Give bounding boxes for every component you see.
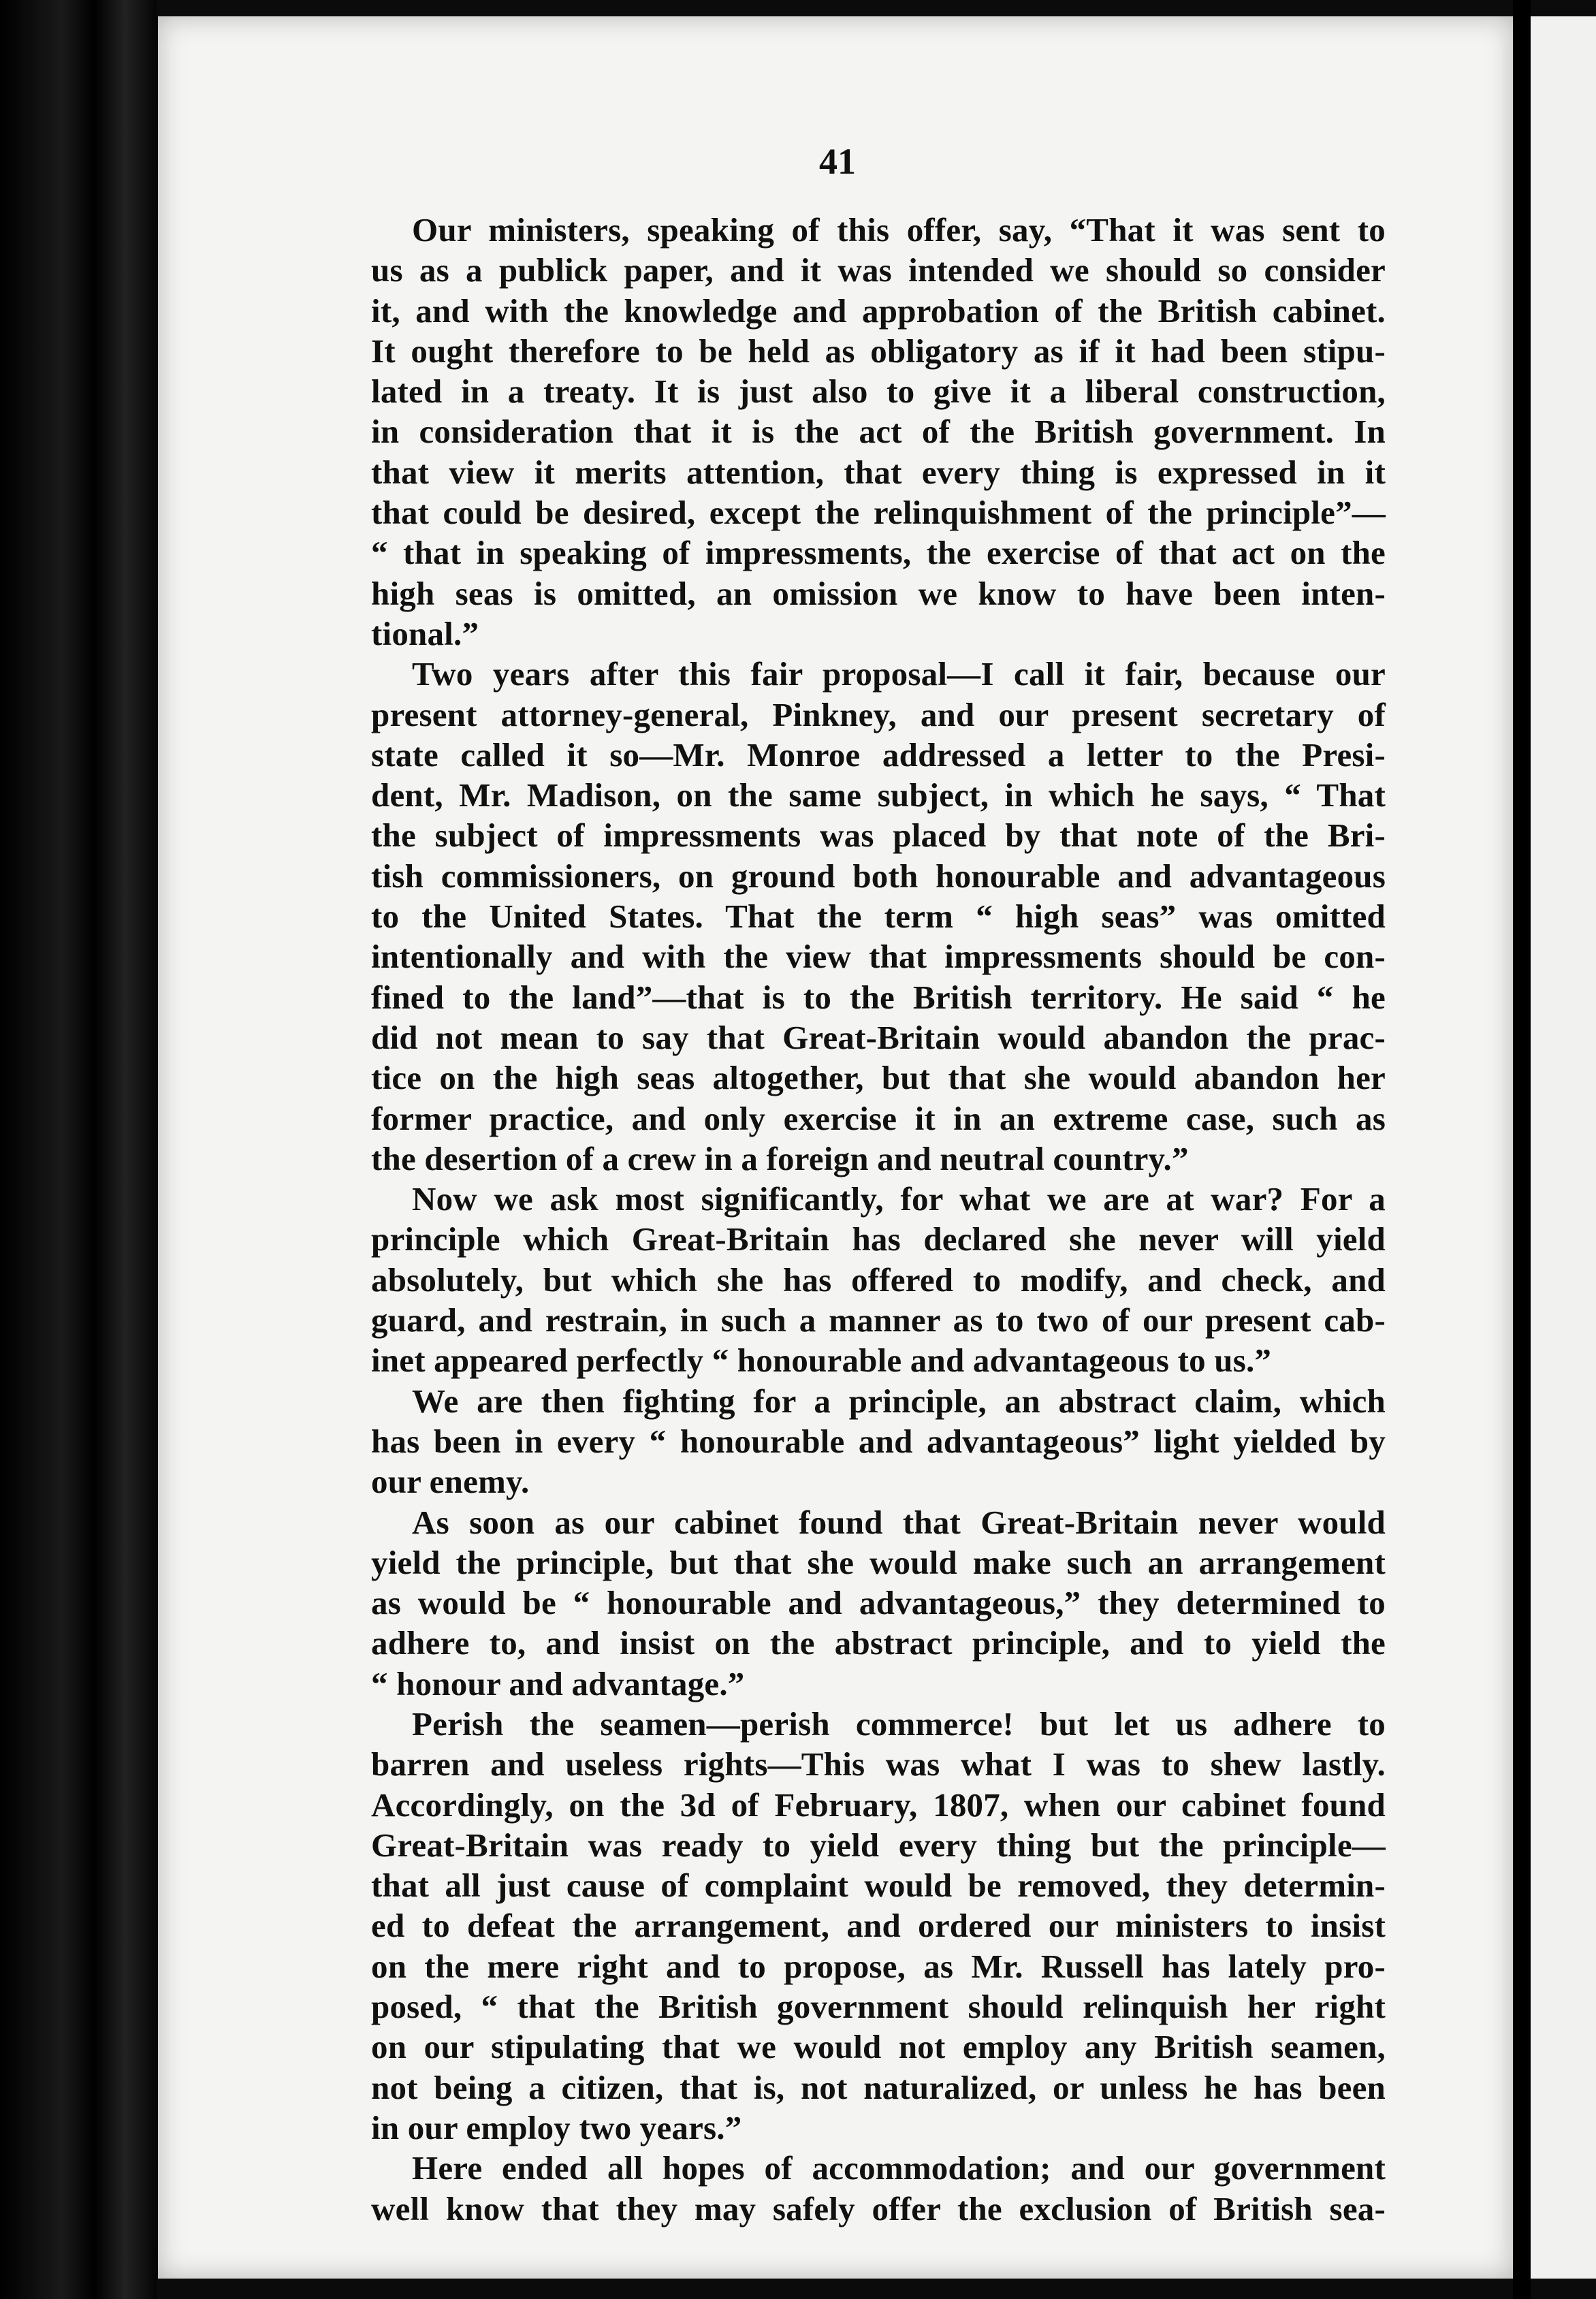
text-line: Here ended all hopes of accommodation; and our government xyxy=(412,2149,1386,2187)
next-page-edge xyxy=(1531,16,1596,2279)
text-line: As soon as our cabinet found that Great-Britain never would xyxy=(412,1503,1386,1541)
text-line: has been in every “ honourable and advantageous” light yielded by xyxy=(371,1422,1386,1460)
text-line: well know that they may safely offer the exclusion of British sea- xyxy=(371,2189,1386,2227)
text-line: yield the principle, but that she would make such an arrangement xyxy=(371,1543,1386,1581)
text-line: former practice, and only exercise it in an extreme case, such as xyxy=(371,1099,1386,1137)
text-line: to the United States. That the term “ high seas” was omitted xyxy=(371,898,1386,936)
text-line: Accordingly, on the 3d of February, 1807, when our cabinet found xyxy=(371,1786,1386,1824)
text-line: us as a publick paper, and it was intended we should so consider xyxy=(371,251,1386,289)
text-line: that could be desired, except the relinquishment of the principle”— xyxy=(371,494,1386,532)
text-line: ed to defeat the arrangement, and ordered our ministers to insist xyxy=(371,1907,1386,1945)
text-line: in consideration that it is the act of the British government. In xyxy=(371,413,1386,451)
text-line: on the mere right and to propose, as Mr. Russell has lately pro- xyxy=(371,1947,1386,1985)
text-line: lated in a treaty. It is just also to give it a liberal construction, xyxy=(371,372,1386,411)
text-line: absolutely, but which she has offered to modify, and check, and xyxy=(371,1261,1386,1299)
text-line: posed, “ that the British government should relinquish her right xyxy=(371,1988,1386,2026)
text-line: guard, and restrain, in such a manner as to two of our present cab- xyxy=(371,1301,1386,1339)
text-line: We are then fighting for a principle, an abstract claim, which xyxy=(412,1382,1386,1420)
body-text xyxy=(371,210,1386,2229)
text-line: tional.” xyxy=(371,614,479,652)
text-line: that view it merits attention, that every thing is expressed in it xyxy=(371,453,1386,491)
text-line: barren and useless rights—This was what I was to shew lastly. xyxy=(371,1745,1386,1783)
text-line: state called it so—Mr. Monroe addressed a letter to the Presi- xyxy=(371,735,1386,774)
text-line: intentionally and with the view that impressments should be con- xyxy=(371,938,1386,976)
text-line: tish commissioners, on ground both honourable and advantageous xyxy=(371,857,1386,895)
text-line: Now we ask most significantly, for what we are at war? For a xyxy=(412,1180,1386,1218)
text-line: adhere to, and insist on the abstract principle, and to yield the xyxy=(371,1624,1386,1662)
text-line: in our employ two years.” xyxy=(371,2108,742,2146)
text-line: dent, Mr. Madison, on the same subject, in which he says, “ That xyxy=(371,776,1386,814)
text-line: Two years after this fair proposal—I call it fair, because our xyxy=(412,655,1386,693)
text-line: Perish the seamen—perish commerce! but let us adhere to xyxy=(412,1705,1386,1743)
text-line: the subject of impressments was placed by that note of the Bri- xyxy=(371,816,1386,855)
text-line: tice on the high seas altogether, but that she would abandon her xyxy=(371,1059,1386,1097)
text-line: on our stipulating that we would not employ any British seamen, xyxy=(371,2028,1386,2066)
book-binding-edge xyxy=(0,0,157,2299)
text-line: present attorney-general, Pinkney, and our present secretary of xyxy=(371,695,1386,733)
text-line: “ that in speaking of impressments, the exercise of that act on the xyxy=(371,534,1386,572)
text-line: Great-Britain was ready to yield every thing but the principle— xyxy=(371,1826,1386,1864)
text-line: that all just cause of complaint would be removed, they determin- xyxy=(371,1867,1386,1905)
text-line: principle which Great-Britain has declared she never will yield xyxy=(371,1220,1386,1258)
text-line: “ honour and advantage.” xyxy=(371,1664,745,1702)
text-line: fined to the land”—that is to the British territory. He said “ he xyxy=(371,978,1386,1016)
text-line: as would be “ honourable and advantageous,” they determined to xyxy=(371,1584,1386,1622)
text-line: our enemy. xyxy=(371,1463,530,1501)
text-line: It ought therefore to be held as obligatory as if it had been stipu- xyxy=(371,332,1386,370)
text-line: Our ministers, speaking of this offer, say, “That it was sent to xyxy=(412,211,1386,249)
text-line: inet appeared perfectly “ honourable and advantageous to us.” xyxy=(371,1342,1272,1380)
text-line: it, and with the knowledge and approbation of the British cabinet. xyxy=(371,291,1386,330)
text-line: high seas is omitted, an omission we know to have been inten- xyxy=(371,574,1386,612)
text-line: the desertion of a crew in a foreign and neutral country.” xyxy=(371,1139,1189,1177)
page-number: 41 xyxy=(819,141,856,182)
page-gutter xyxy=(1513,0,1531,2299)
text-line: not being a citizen, that is, not naturalized, or unless he has been xyxy=(371,2068,1386,2106)
text-line: did not mean to say that Great-Britain would abandon the prac- xyxy=(371,1018,1386,1056)
